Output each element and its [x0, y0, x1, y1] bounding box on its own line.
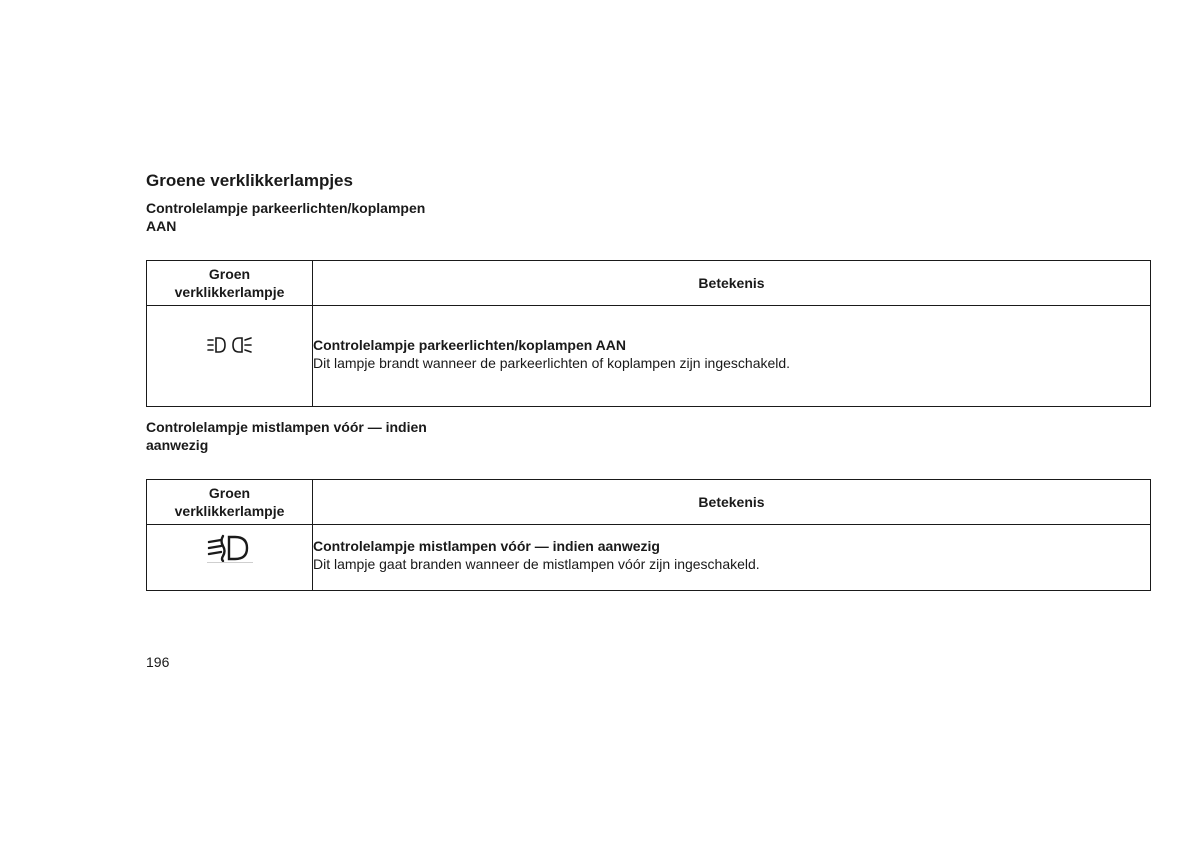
- subheading-line-2: aanwezig: [146, 437, 209, 453]
- parking-headlamp-icon: [206, 334, 254, 356]
- table-header-row: [147, 480, 1151, 525]
- front-fog-lamp-icon: [207, 533, 253, 563]
- subheading-line-2: AAN: [146, 218, 177, 234]
- subheading-line-1: Controlelampje parkeerlichten/koplampen: [146, 200, 426, 216]
- table-row: [147, 306, 1151, 407]
- icon-cell: [147, 306, 313, 407]
- parking-lights-table: [146, 260, 1151, 407]
- table-header-row: [147, 261, 1151, 306]
- header-indicator-line-1: Groen: [208, 485, 251, 501]
- table-row: [147, 525, 1151, 591]
- section-title: Groene verklikkerlampjes: [146, 171, 353, 190]
- page-number: 196: [146, 654, 170, 670]
- subheading-line-1: Controlelampje mistlampen vóór — indien: [146, 419, 427, 435]
- description-title: Controlelampje mistlampen vóór — indien aanwezig: [313, 538, 660, 554]
- description-text: Dit lampje gaat branden wanneer de mistlampen vóór zijn ingeschakeld.: [313, 556, 760, 572]
- description-text: Dit lampje brandt wanneer de parkeerlichten of koplampen zijn ingeschakeld.: [313, 355, 791, 371]
- header-meaning-column: Betekenis: [313, 261, 1151, 306]
- subheading-parking-lights: [146, 199, 425, 235]
- header-indicator-column: [147, 261, 313, 306]
- header-meaning-column: Betekenis: [313, 480, 1151, 525]
- header-indicator-column: [147, 480, 313, 525]
- header-indicator-line-1: Groen: [208, 266, 251, 282]
- description-title: Controlelampje parkeerlichten/koplampen AAN: [313, 337, 626, 353]
- subheading-front-fog-lamps: [146, 418, 427, 454]
- icon-cell: [147, 525, 313, 591]
- header-indicator-line-2: verklikkerlampje: [174, 503, 285, 519]
- header-indicator-line-2: verklikkerlampje: [174, 284, 285, 300]
- description-cell: [313, 525, 1151, 591]
- description-cell: [313, 306, 1151, 407]
- front-fog-lamps-table: [146, 479, 1151, 591]
